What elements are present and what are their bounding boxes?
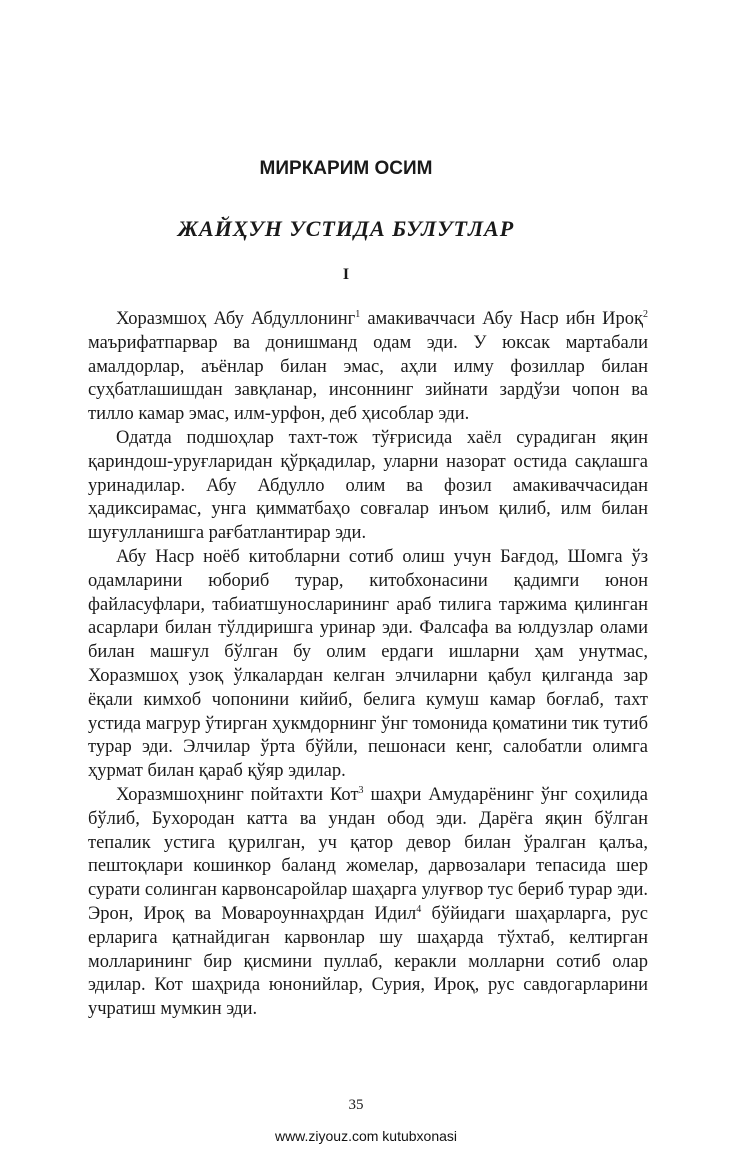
paragraph	[88, 784, 648, 1022]
footnote-marker: 2	[643, 309, 648, 320]
body-text	[88, 308, 648, 1022]
paragraph	[88, 546, 648, 784]
text-run: бўйидаги шаҳарларга, рус ерларига қатнайдиган карвонлар шу шаҳарда тўхтаб, келтирган молларининг бир қисмини пуллаб, керакли молларни сотиб олар эдилар. Кот шаҳрида юнонийлар, Сурия, Ироқ, рус савдогарларини учратиш мумкин эди.	[88, 903, 648, 1020]
text-run: шаҳри Амударёнинг ўнг соҳилида бўлиб, Бухородан катта ва ундан обод эди. Дарёга яқин бўлган тепалик устига қурилган, уч қатор девор билан ўралган қалъа, пештоқлари кошинкор баланд жомелар, дарвозалари тепасида шер сурати солинган карвонсаройлар шаҳарга улуғвор тус бериб турар эди. Эрон, Ироқ ва Мовароуннаҳрдан Идил	[88, 784, 648, 924]
watermark: www.ziyouz.com kutubxonasi	[274, 1128, 458, 1144]
text-run: маърифатпарвар ва донишманд одам эди. У юксак мартабали амалдорлар, аъёнлар билан эмас, аҳли илму фозиллар билан суҳбатлашишдан завқланар, инсоннинг зийнати зардўзи чопон ва тилло камар эмас, илм-урфон, деб ҳисоблар эди.	[88, 332, 648, 425]
story-title: ЖАЙҲУН УСТИДА БУЛУТЛАР	[177, 216, 515, 241]
text-run: Одатда подшоҳлар тахт-тож тўғрисида хаёл сурадиган яқин қариндош-уруғларидан қўрқадилар, уларни назорат остида сақлашга уринадилар. Абу Абдулло олим ва фозил амакиваччасидан ҳадиксирамас, унга қимматбаҳо совғалар инъом қилиб, илм билан шуғулланишга рағбатлантирар эди.	[88, 427, 648, 544]
footnote-marker: 1	[355, 309, 361, 320]
paragraph	[88, 308, 648, 427]
footnote-marker: 4	[416, 903, 422, 915]
text-run: Абу Наср ноёб китобларни сотиб олиш учун Бағдод, Шомга ўз одамларини юбориб турар, китобхонасини қадимги юнон файласуфлари, табиатшуносларининг араб тилига таржима қилинган асарлари билан тўлдиришга уринар эди. Фалсафа ва юлдузлар олами билан машғул бўлган бу олим ердаги ишларни ҳам унутмас, Хоразмшоҳ узоқ ўлкалардан келган элчиларни қабул қилганда зар ёқали кимхоб чопонини кийиб, белига кумуш камар боғлаб, тахт устида магрур ўтирган ҳукмдорнинг ўнг томонида қоматини тик тутиб турар эди. Элчилар ўрта бўйли, пешонаси кенг, салобатли олимга ҳурмат билан қараб қўяр эдилар.	[88, 546, 648, 782]
chapter-number: I	[342, 266, 350, 283]
author-name: МИРКАРИМ ОСИМ	[259, 158, 433, 179]
text-run: амакиваччаси Абу Наср ибн Ироқ	[360, 309, 643, 329]
text-run: Хоразмшоҳнинг пойтахти Кот	[116, 784, 359, 805]
page-number: 35	[348, 1097, 364, 1113]
text-run: Хоразмшоҳ Абу Абдуллонинг	[116, 309, 356, 329]
footnote-marker: 3	[358, 784, 364, 796]
paragraph	[88, 427, 648, 546]
